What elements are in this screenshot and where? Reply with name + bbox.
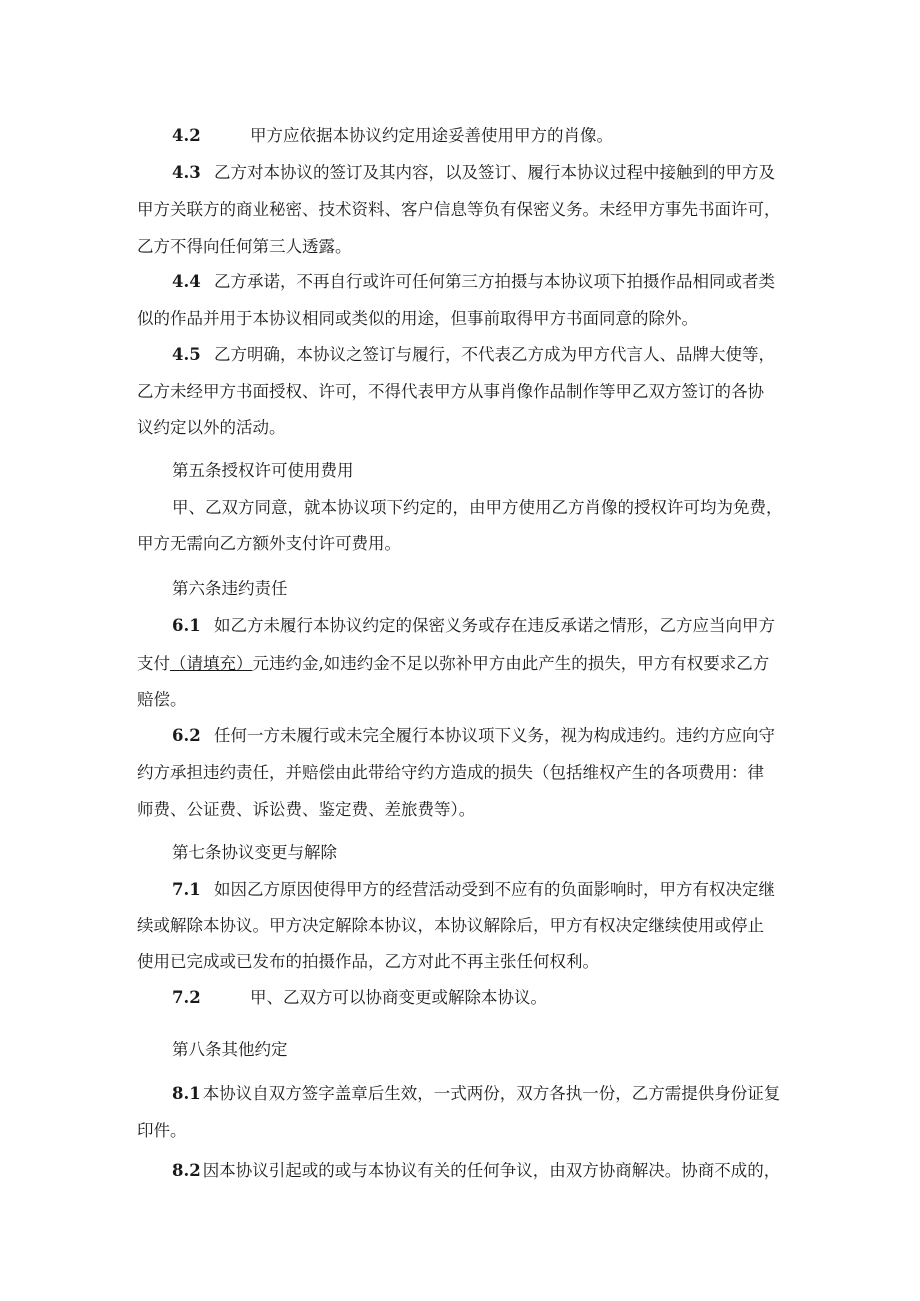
clause-8-1-line2: 印件。 [137, 1121, 187, 1140]
article-8-title: 第八条其他约定 [172, 1040, 288, 1059]
clause-4-5-line3: 议约定以外的活动。 [137, 418, 286, 437]
article-6-title: 第六条违约责任 [172, 579, 288, 598]
clause-6-2-line3: 师费、公证费、诉讼费、鉴定费、差旅费等）。 [137, 800, 476, 819]
fill-blank-amount: （请填充） [170, 654, 253, 673]
clause-6-1-line2: 支付（请填充）元违约金,如违约金不足以弥补甲方由此产生的损失，甲方有权要求乙方 [137, 654, 770, 673]
clause-7-1-line1: 7.1 如因乙方原因使得甲方的经营活动受到不应有的负面影响时，甲方有权决定继 [172, 880, 775, 899]
clause-7-1-line2: 续或解除本协议。甲方决定解除本协议，本协议解除后，甲方有权决定继续使用或停止 [137, 916, 764, 935]
clause-4-3-line1: 4.3 乙方对本协议的签订及其内容，以及签订、履行本协议过程中接触到的甲方及 [172, 163, 775, 182]
article-5-line2: 甲方无需向乙方额外支付许可费用。 [137, 534, 401, 553]
clause-7-2: 7.2 甲、乙双方可以协商变更或解除本协议。 [172, 988, 547, 1007]
clause-4-5-line1: 4.5 乙方明确，本协议之签订与履行，不代表乙方成为甲方代言人、品牌大使等， [172, 345, 775, 364]
clause-6-2-line1: 6.2 任何一方未履行或未完全履行本协议项下义务，视为构成违约。违约方应向守 [172, 726, 775, 745]
clause-6-2-line2: 约方承担违约责任，并赔偿由此带给守约方造成的损失（包括维权产生的各项费用：律 [137, 763, 764, 782]
clause-4-3-line2: 甲方关联方的商业秘密、技术资料、客户信息等负有保密义务。未经甲方事先书面许可， [137, 200, 781, 219]
clause-8-1-line1: 8.1 本协议自双方签字盖章后生效，一式两份，双方各执一份，乙方需提供身份证复 [172, 1084, 781, 1103]
clause-4-4-line1: 4.4 乙方承诺，不再自行或许可任何第三方拍摄与本协议项下拍摄作品相同或者类 [172, 272, 775, 291]
clause-4-2: 4.2 甲方应依据本协议约定用途妥善使用甲方的肖像。 [172, 126, 613, 145]
clause-4-3-line3: 乙方不得向任何第三人透露。 [137, 237, 352, 256]
clause-7-1-line3: 使用已完成或已发布的拍摄作品，乙方对此不再主张任何权利。 [137, 952, 599, 971]
clause-6-1-line3: 赔偿。 [137, 690, 187, 709]
clause-6-1-line1: 6.1 如乙方未履行本协议约定的保密义务或存在违反承诺之情形，乙方应当向甲方 [172, 616, 775, 635]
article-7-title: 第七条协议变更与解除 [172, 843, 337, 862]
article-5-line1: 甲、乙双方同意，就本协议项下约定的，由甲方使用乙方肖像的授权许可均为免费， [172, 498, 783, 517]
clause-4-5-line2: 乙方未经甲方书面授权、许可，不得代表甲方从事肖像作品制作等甲乙双方签订的各协 [137, 382, 764, 401]
clause-4-4-line2: 似的作品并用于本协议相同或类似的用途，但事前取得甲方书面同意的除外。 [137, 309, 698, 328]
article-5-title: 第五条授权许可使用费用 [172, 461, 354, 480]
clause-8-2-line1: 8.2 因本协议引起或的或与本协议有关的任何争议，由双方协商解决。协商不成的， [172, 1161, 781, 1180]
